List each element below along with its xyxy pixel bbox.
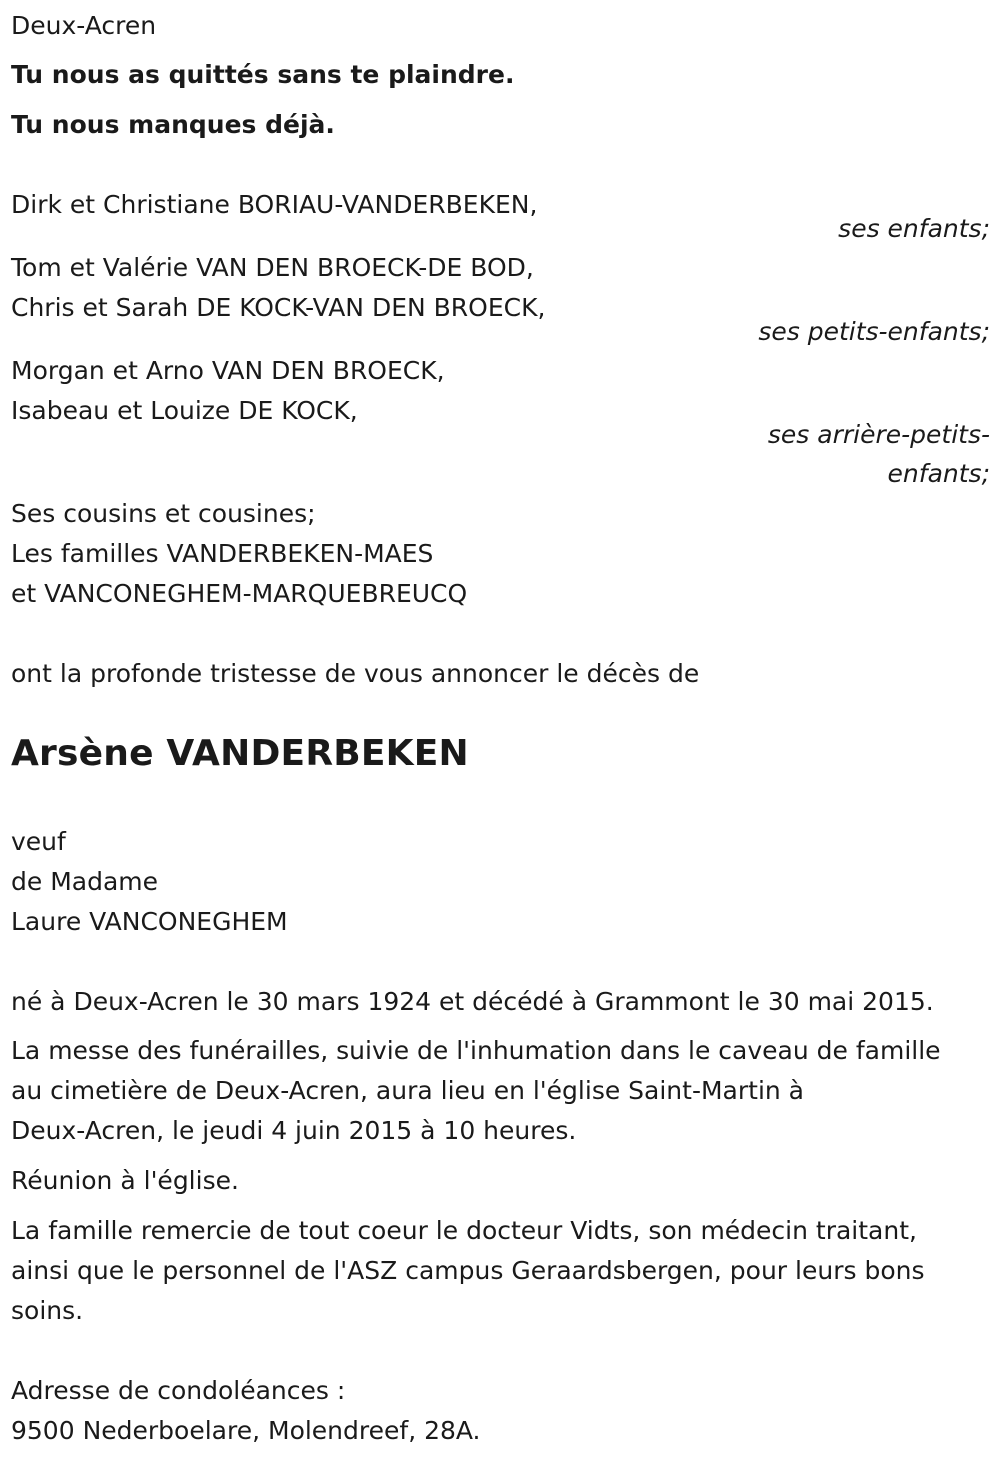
great-grandchildren-names-1: Morgan et Arno VAN DEN BROECK, <box>11 356 445 385</box>
reunion: Réunion à l'église. <box>11 1166 239 1195</box>
announcement: ont la profonde tristesse de vous annoncer le décès de <box>11 659 700 688</box>
great-grandchildren-role-2: enfants; <box>887 459 990 488</box>
children-role: ses enfants; <box>838 214 990 243</box>
grandchildren-role: ses petits-enfants; <box>758 317 990 346</box>
condolences-label: Adresse de condoléances : <box>11 1376 346 1405</box>
great-grandchildren-role-1: ses arrière-petits- <box>767 420 990 449</box>
thanks-line-2: ainsi que le personnel de l'ASZ campus Geraardsbergen, pour leurs bons <box>11 1256 925 1285</box>
children-names: Dirk et Christiane BORIAU-VANDERBEKEN, <box>11 190 538 219</box>
funeral-line-1: La messe des funérailles, suivie de l'inhumation dans le caveau de famille <box>11 1036 941 1065</box>
condolences-address: 9500 Nederboelare, Molendreef, 28A. <box>11 1416 481 1445</box>
funeral-line-3: Deux-Acren, le jeudi 4 juin 2015 à 10 heures. <box>11 1116 577 1145</box>
grandchildren-names-2: Chris et Sarah DE KOCK-VAN DEN BROECK, <box>11 293 546 322</box>
great-grandchildren-names-2: Isabeau et Louize DE KOCK, <box>11 396 358 425</box>
thanks-line-3: soins. <box>11 1296 84 1325</box>
grandchildren-names-1: Tom et Valérie VAN DEN BROECK-DE BOD, <box>11 253 534 282</box>
location: Deux-Acren <box>11 11 157 40</box>
status-line-1: veuf <box>11 827 66 856</box>
quote-line-2: Tu nous manques déjà. <box>11 110 335 139</box>
status-line-3: Laure VANCONEGHEM <box>11 907 288 936</box>
funeral-line-2: au cimetière de Deux-Acren, aura lieu en l'église Saint-Martin à <box>11 1076 805 1105</box>
status-line-2: de Madame <box>11 867 159 896</box>
quote-line-1: Tu nous as quittés sans te plaindre. <box>11 60 515 89</box>
birth-death: né à Deux-Acren le 30 mars 1924 et décédé à Grammont le 30 mai 2015. <box>11 987 934 1016</box>
thanks-line-1: La famille remercie de tout coeur le docteur Vidts, son médecin traitant, <box>11 1216 917 1245</box>
families-1: Les familles VANDERBEKEN-MAES <box>11 539 434 568</box>
cousins: Ses cousins et cousines; <box>11 499 316 528</box>
families-2: et VANCONEGHEM-MARQUEBREUCQ <box>11 579 468 608</box>
deceased-name: Arsène VANDERBEKEN <box>11 733 469 774</box>
